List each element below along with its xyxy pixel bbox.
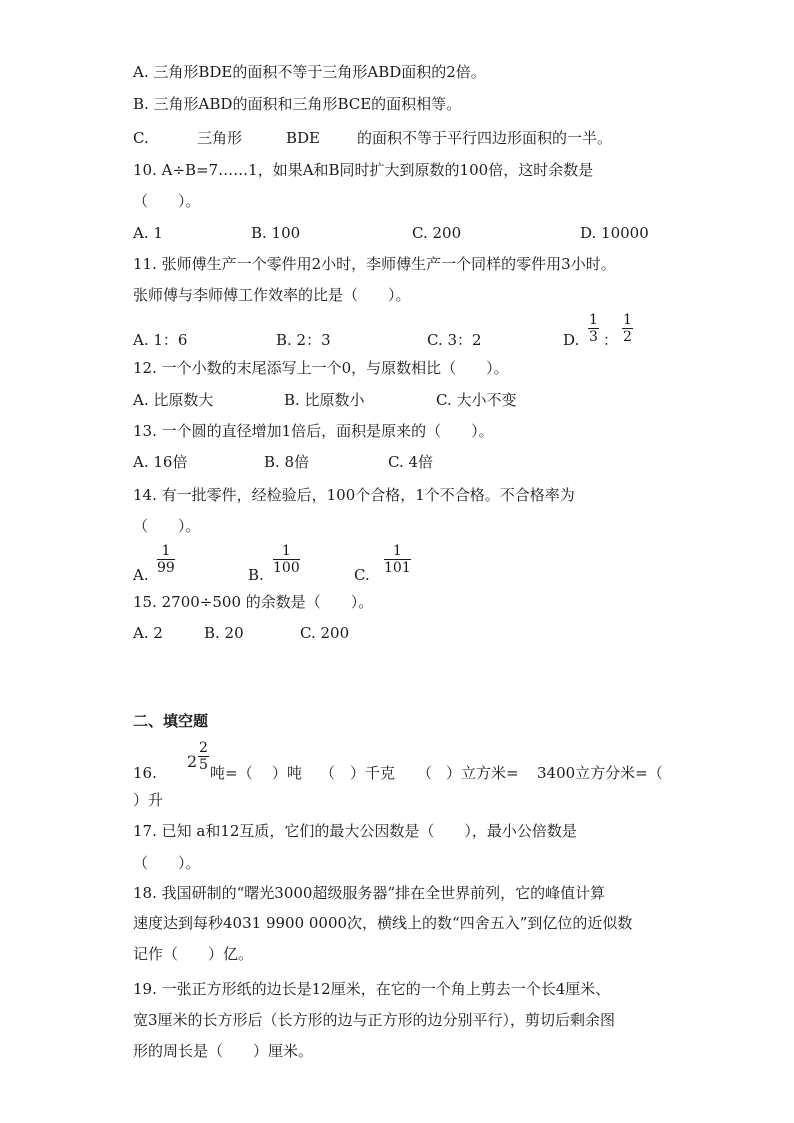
q17-question-line-2: （ ）。 bbox=[133, 854, 201, 872]
q18-question-line-3: 记作（ ）亿。 bbox=[133, 945, 254, 963]
q16-text-2: ）吨 bbox=[272, 764, 303, 782]
q13-option-a: A. 16倍 bbox=[133, 453, 188, 471]
q16-fraction-denominator: 5 bbox=[199, 757, 208, 773]
q19-question-line-2: 宽3厘米的长方形后（长方形的边与正方形的边分别平行），剪切后剩余图 bbox=[133, 1011, 616, 1029]
q15-option-a: A. 2 bbox=[133, 624, 163, 642]
q16-line-2: ）升 bbox=[133, 791, 164, 809]
q12-option-b: B. 比原数小 bbox=[284, 391, 365, 409]
q11-option-d-fraction-1-denominator: 3 bbox=[589, 329, 598, 345]
q16-text-6: 3400立方分米=（ bbox=[537, 764, 663, 782]
q14-option-c-fraction bbox=[384, 543, 411, 576]
q11-option-d-fraction-2-numerator: 1 bbox=[623, 312, 632, 328]
q11-option-d-separator: ： bbox=[603, 331, 619, 349]
q11-option-d-label: D. bbox=[563, 331, 580, 349]
q14-question-line-1: 14. 有一批零件，经检验后，100个合格，1个不合格。不合格率为 bbox=[133, 486, 575, 504]
q12-question-line-1: 12. 一个小数的末尾添写上一个0，与原数相比（ ）。 bbox=[133, 359, 509, 377]
q14-option-a-label: A. bbox=[133, 566, 149, 584]
q14-option-b-denominator: 100 bbox=[273, 560, 300, 576]
q11-option-d-fraction-2 bbox=[622, 312, 633, 345]
q14-option-b-label: B. bbox=[248, 566, 264, 584]
q16-text-1: 吨=（ bbox=[210, 764, 253, 782]
q18-question-line-1: 18. 我国研制的“曙光3000超级服务器”排在全世界前列，它的峰值计算 bbox=[133, 884, 606, 902]
q14-option-c-label: C. bbox=[354, 566, 370, 584]
q14-option-b-fraction bbox=[273, 543, 300, 576]
q11-option-c: C. 3：2 bbox=[427, 331, 482, 349]
q14-question-line-2: （ ）。 bbox=[133, 517, 201, 535]
q12-option-a: A. 比原数大 bbox=[133, 391, 214, 409]
q15-question-line-1: 15. 2700÷500 的余数是（ ）。 bbox=[133, 593, 374, 611]
q17-question-line-1: 17. 已知 a和12互质，它们的最大公因数是（ ），最小公倍数是 bbox=[133, 822, 577, 840]
q14-option-c-denominator: 101 bbox=[384, 560, 411, 576]
q14-option-a-fraction bbox=[157, 543, 175, 576]
q16-text-3: （ ）千克 bbox=[320, 764, 396, 782]
q10-option-d: D. 10000 bbox=[580, 224, 649, 242]
q16-fraction-numerator: 2 bbox=[199, 740, 208, 756]
q16-text-4: （ bbox=[417, 764, 433, 782]
q16-text-5: ）立方米= bbox=[446, 764, 519, 782]
q9-option-a: A. 三角形BDE的面积不等于三角形ABD面积的2倍。 bbox=[133, 63, 486, 81]
q11-question-line-1: 11. 张师傅生产一个零件用2小时，李师傅生产一个同样的零件用3小时。 bbox=[133, 255, 616, 273]
q11-option-d-fraction-1 bbox=[588, 312, 599, 345]
q14-option-b-numerator: 1 bbox=[273, 543, 300, 560]
q16-number: 16. bbox=[133, 764, 157, 782]
q13-option-c: C. 4倍 bbox=[388, 453, 434, 471]
q14-option-a-denominator: 99 bbox=[157, 560, 175, 576]
q15-option-b: B. 20 bbox=[204, 624, 244, 642]
q11-option-d-fraction-1-numerator: 1 bbox=[589, 312, 598, 328]
q15-option-c: C. 200 bbox=[300, 624, 350, 642]
q9-option-c-text-1: 三角形 bbox=[197, 129, 243, 147]
q16-whole-number: 2 bbox=[187, 752, 198, 771]
q11-question-line-2: 张师傅与李师傅工作效率的比是（ ）。 bbox=[133, 286, 411, 304]
q18-question-line-2: 速度达到每秒4031 9900 0000次，横线上的数“四舍五入”到亿位的近似数 bbox=[133, 914, 633, 932]
q11-option-a: A. 1：6 bbox=[133, 331, 188, 349]
q16-fraction bbox=[198, 740, 209, 773]
q9-option-c-label: C. bbox=[133, 129, 149, 147]
q10-option-b: B. 100 bbox=[251, 224, 301, 242]
q10-question-line-2: （ ）。 bbox=[133, 192, 201, 210]
q11-option-d-fraction-2-denominator: 2 bbox=[623, 329, 632, 345]
q10-option-c: C. 200 bbox=[412, 224, 462, 242]
q9-option-b: B. 三角形ABD的面积和三角形BCE的面积相等。 bbox=[133, 95, 462, 113]
q19-question-line-3: 形的周长是（ ）厘米。 bbox=[133, 1042, 314, 1060]
q13-question-line-1: 13. 一个圆的直径增加1倍后，面积是原来的（ ）。 bbox=[133, 422, 494, 440]
q12-option-c: C. 大小不变 bbox=[436, 391, 517, 409]
q10-question-line-1: 10. A÷B=7……1，如果A和B同时扩大到原数的100倍，这时余数是 bbox=[133, 161, 594, 179]
q9-option-c-text-2: BDE bbox=[286, 129, 320, 147]
q14-option-c-numerator: 1 bbox=[384, 543, 411, 560]
q9-option-c-text-3: 的面积不等于平行四边形面积的一半。 bbox=[357, 129, 613, 147]
section-heading: 二、填空题 bbox=[133, 712, 209, 730]
q13-option-b: B. 8倍 bbox=[264, 453, 310, 471]
q10-option-a: A. 1 bbox=[133, 224, 163, 242]
q11-option-b: B. 2：3 bbox=[276, 331, 331, 349]
q19-question-line-1: 19. 一张正方形纸的边长是12厘米，在它的一个角上剪去一个长4厘米、 bbox=[133, 980, 611, 998]
q14-option-a-numerator: 1 bbox=[157, 543, 175, 560]
